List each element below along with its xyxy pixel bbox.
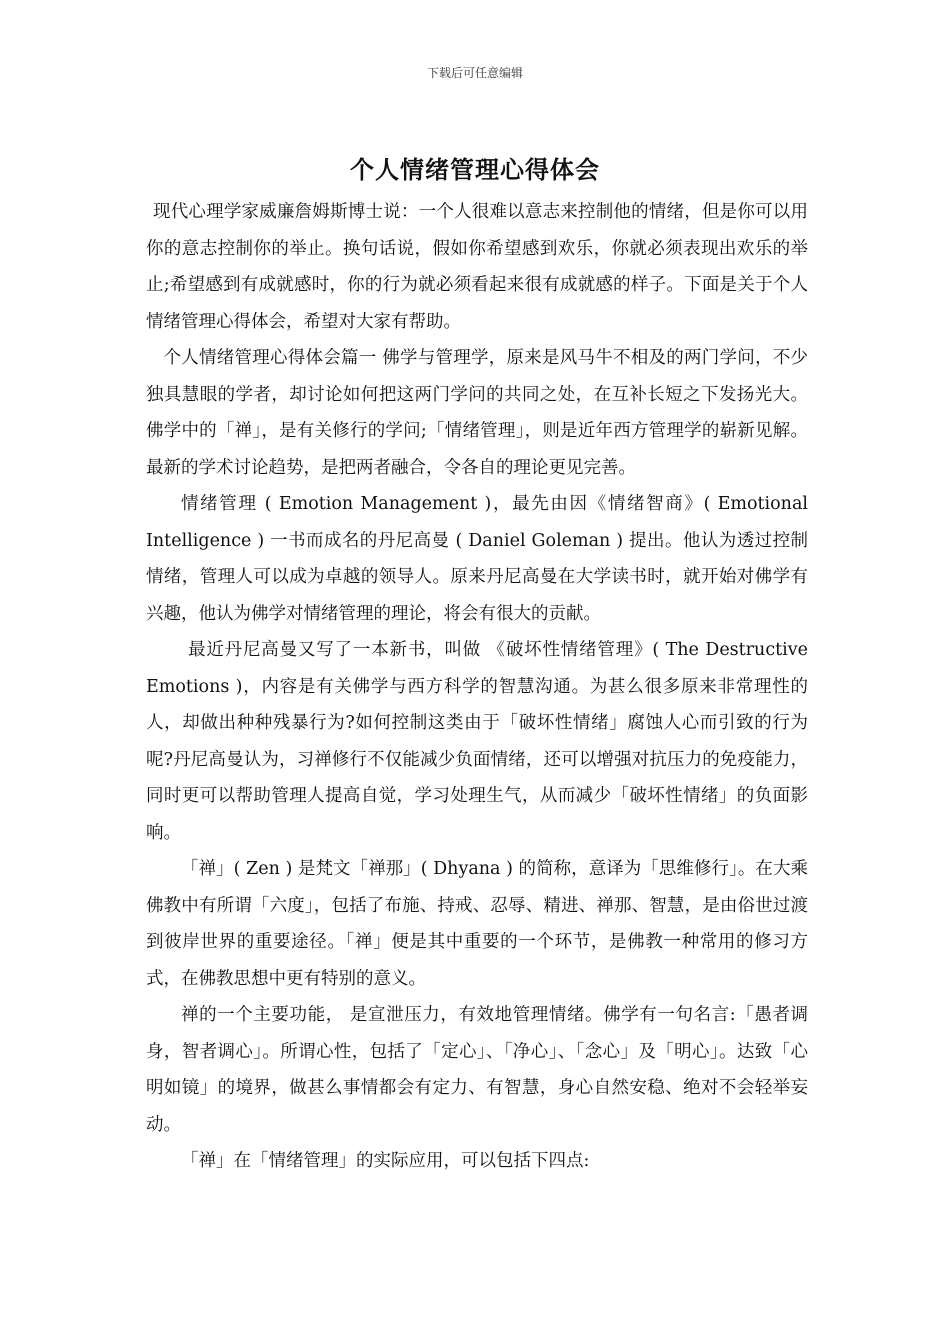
paragraph-6: 「禅」在「情绪管理」的实际应用，可以包括下四点: — [181, 1151, 590, 1171]
document-title: 个人情绪管理心得体会 — [350, 155, 600, 184]
paragraph-2: 情绪管理 ( Emotion Management )，最先由因《情绪智商》( Emotional Intelligence ) 一书而成名的丹尼高曼 ( Daniel Goleman ) 提出。他认为透过控制情绪，管理人可以成为卓越的领导人。原来丹尼高曼在大学读书时，就开始对佛学有兴趣，他认为佛学对情绪管理的理论，将会有很大的贡献。 — [146, 494, 808, 624]
paragraph-3: 最近丹尼高曼又写了一本新书，叫做 《破坏性情绪管理》( The Destructive Emotions )，内容是有关佛学与西方科学的智慧沟通。为甚么很多原来非常理性的人，却做出种种残暴行为?如何控制这类由于「破坏性情绪」腐蚀人心而引致的行为呢?丹尼高曼认为，习禅修行不仅能减少负面情绪，还可以增强对抗压力的免疫能力，同时更可以帮助管理人提高自觉，学习处理生气，从而减少「破坏性情绪」的负面影响。 — [146, 640, 808, 843]
paragraph-1: 个人情绪管理心得体会篇一 佛学与管理学，原来是风马牛不相及的两门学问，不少独具慧眼的学者，却讨论如何把这两门学问的共同之处，在互补长短之下发扬光大。佛学中的「禅」，是有关修行的学问;「情绪管理」，则是近年西方管理学的崭新见解。最新的学术讨论趋势，是把两者融合，令各自的理论更见完善。 — [146, 348, 808, 478]
document-body — [146, 194, 808, 1180]
paragraph-5: 禅的一个主要功能， 是宣泄压力，有效地管理情绪。佛学有一句名言:「愚者调身，智者调心」。所谓心性，包括了「定心」、「净心」、「念心」及「明心」。达致「心明如镜」的境界，做甚么事情都会有定力、有智慧，身心自然安稳、绝对不会轻举妄动。 — [146, 1005, 808, 1135]
paragraph-4: 「禅」( Zen ) 是梵文「禅那」( Dhyana ) 的简称，意译为「思维修行」。在大乘佛教中有所谓「六度」，包括了布施、持戒、忍辱、精进、禅那、智慧，是由俗世过渡到彼岸世界的重要途径。「禅」便是其中重要的一个环节，是佛教一种常用的修习方式，在佛教思想中更有特别的意义。 — [146, 859, 808, 989]
header-note: 下载后可任意编辑 — [426, 66, 523, 80]
paragraph-intro: 现代心理学家威廉詹姆斯博士说：一个人很难以意志来控制他的情绪，但是你可以用你的意志控制你的举止。换句话说，假如你希望感到欢乐，你就必须表现出欢乐的举止;希望感到有成就感时，你的行为就必须看起来很有成就感的样子。下面是关于个人情绪管理心得体会，希望对大家有帮助。 — [146, 202, 808, 332]
